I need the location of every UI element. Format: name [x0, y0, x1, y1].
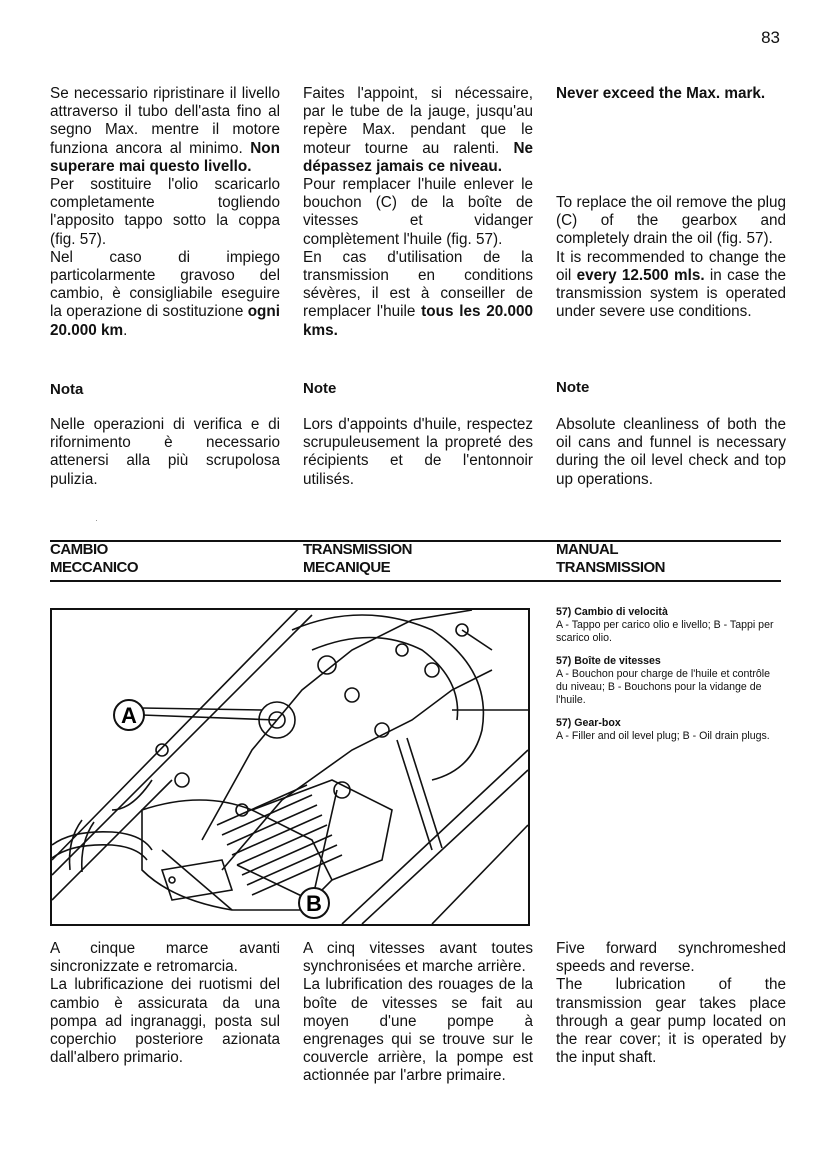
paragraph: En cas d'utilisation de la transmission en conditions sévères, il est à conseiller de remplacer l'huile tous les 20.000 kms.: [303, 248, 533, 339]
svg-text:B: B: [306, 891, 322, 916]
paragraph: Nel caso di impiego particolarmente gravoso del cambio, è consigliabile eseguire la operazione di sostituzione ogni 20.000 km.: [50, 248, 280, 339]
note-text: Absolute cleanliness of both the oil cans and funnel is necessary during the oil level check and top up operations.: [556, 416, 786, 488]
caption-italian: 57) Cambio di velocità A - Tappo per carico olio e livello; B - Tappi per scarico olio.: [556, 606, 774, 644]
note-heading: Note: [556, 379, 590, 396]
svg-text:A: A: [121, 703, 137, 728]
paragraph: Per sostituire l'olio scaricarlo completamente togliendo l'apposito tappo sotto la coppa (fig. 57).: [50, 176, 280, 248]
speck: [96, 520, 97, 521]
note-text: Lors d'appoints d'huile, respectez scrupuleusement la propreté des récipients et de l'entonnoir utilisés.: [303, 416, 533, 488]
caption-english: 57) Gear-box A - Filler and oil level plug; B - Oil drain plugs.: [556, 717, 770, 742]
section-rule: [50, 540, 781, 542]
paragraph: Se necessario ripristinare il livello attraverso il tubo dell'asta fino al segno Max. mentre il motore funziona ancora al minimo. Non superare mai questo livello.: [50, 85, 280, 175]
callout-a: [114, 700, 144, 730]
paragraph: The lubrication of the transmission gear takes place through a gear pump located on the rear cover; it is operated by the input shaft.: [556, 976, 786, 1067]
column-english-body: [556, 194, 786, 321]
column-english-bottom: [556, 940, 786, 1067]
column-italian-bottom: [50, 940, 280, 1067]
paragraph: Five forward synchromeshed speeds and reverse.: [556, 940, 786, 976]
gearbox-drawing: [52, 610, 528, 924]
column-french-top: [303, 85, 533, 340]
column-italian-top: [50, 85, 280, 340]
section-rule: [50, 580, 781, 582]
section-heading-english: MANUAL TRANSMISSION: [556, 541, 666, 576]
paragraph: A cinque marce avanti sincronizzate e retromarcia.: [50, 940, 280, 976]
note-heading: Nota: [50, 381, 84, 398]
paragraph: La lubrification des rouages de la boîte de vitesses se fait au moyen d'une pompe à engrenages qui se trouve sur le couvercle arrière, la pompe est actionnée par l'arbre primaire.: [303, 976, 533, 1085]
column-english-top: [556, 85, 786, 103]
section-heading-italian: CAMBIO MECCANICO: [50, 541, 138, 576]
paragraph: Faites l'appoint, si nécessaire, par le tube de la jauge, jusqu'au repère Max. pendant que le moteur tourne au ralenti. Ne dépassez jamais ce niveau.: [303, 85, 533, 175]
paragraph: A cinq vitesses avant toutes synchronisées et marche arrière.: [303, 940, 533, 976]
gearbox-figure: [50, 608, 530, 926]
note-text: Nelle operazioni di verifica e di rifornimento è necessario attenersi alla più scrupolosa pulizia.: [50, 416, 280, 488]
note-heading: Note: [303, 380, 337, 397]
figure-captions: [556, 606, 784, 753]
paragraph: To replace the oil remove the plug (C) of the gearbox and completely drain the oil (fig. 57).: [556, 194, 786, 248]
caption-french: 57) Boîte de vitesses A - Bouchon pour charge de l'huile et contrôle du niveau; B - Bouchons pour la vidange de l'huile.: [556, 655, 771, 706]
callout-b: [299, 888, 329, 918]
paragraph: It is recommended to change the oil every 12.500 mls. in case the transmission system is operated under severe use conditions.: [556, 248, 786, 321]
paragraph: La lubrificazione dei ruotismi del cambio è assicurata da una pompa ad ingranaggi, posta sul coperchio posteriore azionata dall'albero primario.: [50, 976, 280, 1067]
page-number: 83: [761, 28, 780, 47]
section-heading-french: TRANSMISSION MECANIQUE: [303, 541, 413, 576]
paragraph: Pour remplacer l'huile enlever le bouchon (C) de la boîte de vitesses et vidanger complètement l'huile (fig. 57).: [303, 176, 533, 248]
paragraph: Never exceed the Max. mark.: [556, 85, 766, 102]
column-french-bottom: [303, 940, 533, 1086]
